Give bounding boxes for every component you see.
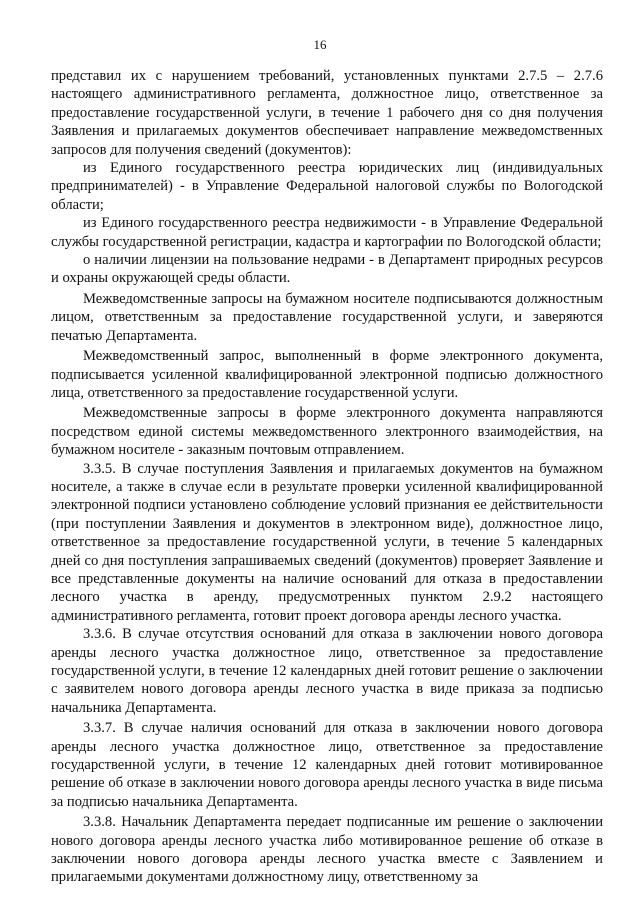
paragraph-electronic-signature: Межведомственный запрос, выполненный в форме электронного документа, подписывается усиленной квалифицированной электронной подписью должностного лица, ответственного за предоставление государственной услуги. (51, 348, 603, 401)
paragraph-clause-3-3-5: 3.3.5. В случае поступления Заявления и прилагаемых документов на бумажном носителе, а также в случае если в результате проверки усиленной квалифицированной электронной подписи установлено соблюдение условий признания ее действительности (при поступлении Заявления и документов в электронном виде), должностное лицо, ответственное за предоставление государственной услуги, в течение 5 календарных дней со дня поступления запрашиваемых сведений (документов) проверяет Заявление и все представленные документы на наличие оснований для отказа в предоставлении лесного участка в аренду, предусмотренных пунктом 2.9.2 настоящего административного регламента, готовит проект договора аренды лесного участка. (51, 460, 603, 624)
paragraph-clause-3-3-8: 3.3.8. Начальник Департамента передает подписанные им решение о заключении нового договора аренды лесного участка либо мотивированное решение об отказе в заключении нового договора аренды лесного участка вместе с Заявлением и прилагаемыми документами должностному лицу, ответственному за (51, 814, 603, 886)
paragraph-egrn-request: из Единого государственного реестра недвижимости - в Управление Федеральной службы государственной регистрации, кадастра и картографии по Вологодской области; (51, 215, 603, 250)
paragraph-paper-requests: Межведомственные запросы на бумажном носителе подписываются должностным лицом, ответственным за предоставление государственной услуги, и заверяются печатью Департамента. (51, 290, 603, 344)
paragraph-smev-delivery: Межведомственные запросы в форме электронного документа направляются посредством единой системы межведомственного электронного взаимодействия, на бумажном носителе - заказным почтовым отправлением. (51, 405, 603, 459)
paragraph-clause-3-3-7: 3.3.7. В случае наличия оснований для отказа в заключении нового договора аренды лесного участка должностное лицо, ответственное за предоставление государственной услуги, в течение 12 календарных дней готовит мотивированное решение об отказе в заключении нового договора аренды лесного участка в виде письма за подписью начальника Департамента. (51, 720, 603, 810)
document-body (51, 67, 603, 887)
paragraph-clause-3-3-6: 3.3.6. В случае отсутствия оснований для отказа в заключении нового договора аренды лесного участка должностное лицо, ответственное за предоставление государственной услуги, в течение 12 календарных дней готовит решение о заключении с заявителем нового договора аренды лесного участка в виде приказа за подписью начальника Департамента. (51, 626, 603, 716)
paragraph-intro-continuation: представил их с нарушением требований, установленных пунктами 2.7.5 – 2.7.6 настоящего административного регламента, должностное лицо, ответственное за предоставление государственной услуги, в течение 1 рабочего дня со дня получения Заявления и прилагаемых документов обеспечивает направление межведомственных запросов для получения сведений (документов): (51, 68, 603, 158)
page-number: 16 (313, 37, 327, 52)
paragraph-egrul-request: из Единого государственного реестра юридических лиц (индивидуальных предпринимателей) - в Управление Федеральной налоговой службы по Вологодской области; (51, 160, 603, 213)
paragraph-license-request: о наличии лицензии на пользование недрами - в Департамент природных ресурсов и охраны окружающей среды области. (51, 252, 603, 287)
